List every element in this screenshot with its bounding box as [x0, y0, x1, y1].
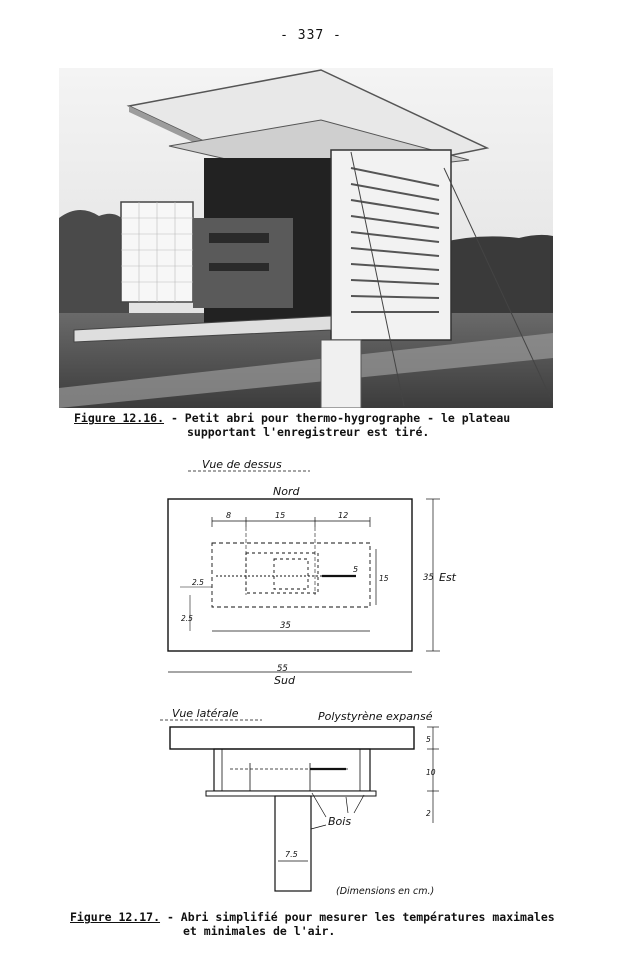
dim-outer-height: 35 — [423, 573, 434, 583]
dim-outer-width: 55 — [277, 664, 288, 674]
south-label: Sud — [274, 674, 295, 687]
dim-small-horizontal: 2.5 — [192, 578, 204, 587]
figure-12-16-label: Figure 12.16. — [74, 411, 165, 425]
dim-small-vertical: 2.5 — [181, 614, 193, 623]
dim-inner-width: 35 — [280, 621, 291, 631]
dim-side-bottom: 2 — [426, 809, 431, 818]
dim-post: 7.5 — [285, 850, 298, 859]
figure-12-16-caption — [74, 411, 544, 439]
side-view-title: Vue latérale — [172, 707, 239, 720]
technical-drawing — [150, 455, 460, 900]
page-number: - 337 - — [280, 28, 342, 43]
units-note: (Dimensions en cm.) — [336, 886, 435, 897]
dim-thermo: 5 — [353, 565, 359, 574]
north-label: Nord — [273, 485, 300, 498]
support-post — [321, 340, 361, 408]
dim-top-left: 8 — [226, 511, 232, 520]
dim-side-mid: 10 — [426, 768, 436, 777]
side-box — [214, 749, 370, 791]
dim-side-top: 5 — [426, 735, 431, 744]
wood-label: Bois — [328, 815, 352, 828]
dim-inner-height: 15 — [379, 574, 389, 583]
shelter-photo — [59, 68, 553, 408]
figure-12-16-text-line1: - Petit abri pour thermo-hygrographe - le plateau — [164, 411, 511, 425]
polystyrene-slab — [170, 727, 414, 749]
side-post — [275, 796, 311, 891]
east-label: Est — [439, 571, 456, 584]
dim-top-middle: 15 — [275, 511, 286, 520]
figure-12-16-text-line2: supportant l'enregistreur est tiré. — [187, 425, 430, 439]
top-view-title: Vue de dessus — [202, 458, 282, 471]
dim-top-right: 12 — [338, 511, 349, 520]
figure-12-17-text-line1: - Abri simplifié pour mesurer les températures maximales — [160, 910, 555, 924]
material-label: Polystyrène expansé — [318, 710, 433, 723]
figure-12-17-label: Figure 12.17. — [70, 910, 161, 924]
figure-12-17-text-line2: et minimales de l'air. — [183, 924, 336, 938]
figure-12-17-caption — [70, 910, 590, 938]
trees-left — [59, 210, 129, 328]
